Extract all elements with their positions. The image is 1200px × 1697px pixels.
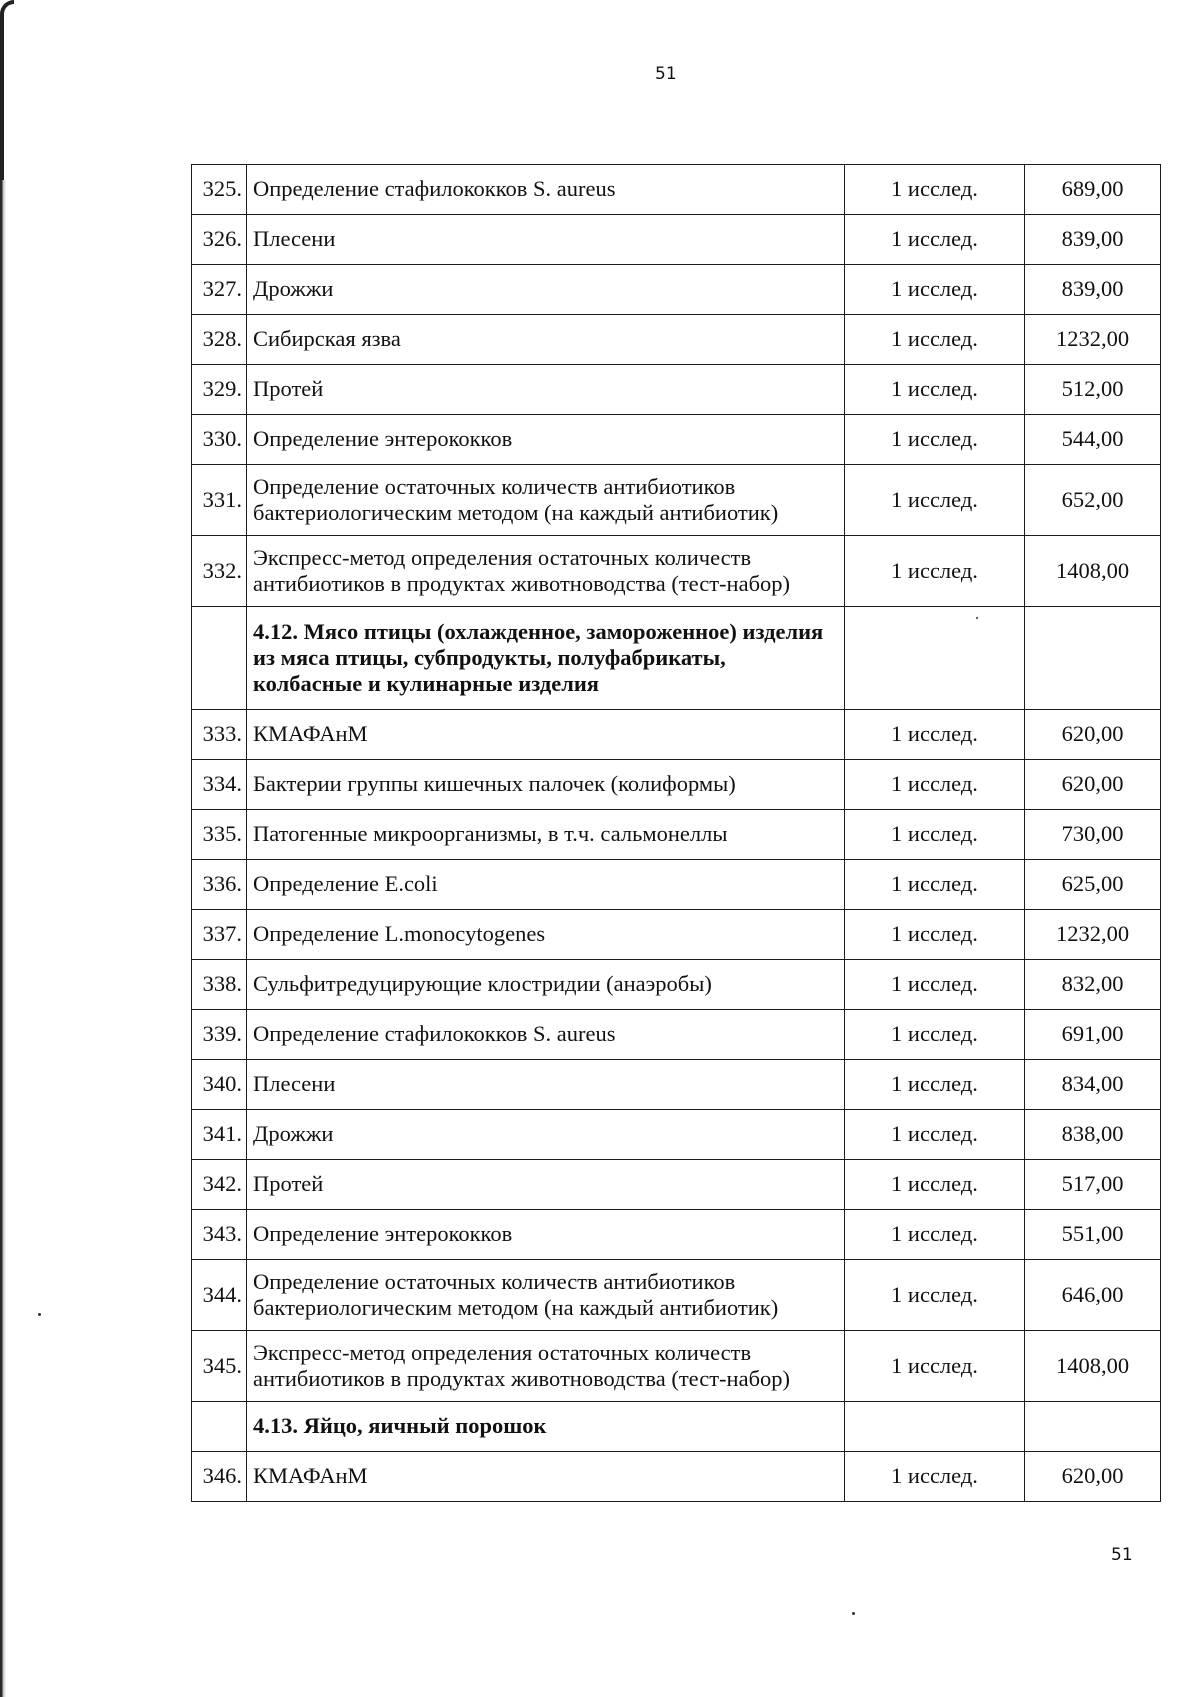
table-row xyxy=(192,810,1161,860)
row-number: 331. xyxy=(192,465,247,536)
section-header-row xyxy=(192,1402,1161,1452)
row-number: 345. xyxy=(192,1331,247,1402)
unit-cell: 1 исслед. xyxy=(845,1160,1025,1210)
scan-edge-shadow xyxy=(0,0,14,184)
unit-cell: 1 исслед. xyxy=(845,1452,1025,1502)
price-cell: 834,00 xyxy=(1025,1060,1161,1110)
price-cell: 620,00 xyxy=(1025,710,1161,760)
table-row xyxy=(192,760,1161,810)
service-name: КМАФАнМ xyxy=(247,1452,845,1502)
unit-cell: 1 исслед. xyxy=(845,760,1025,810)
unit-cell: 1 исслед. xyxy=(845,165,1025,215)
unit-cell xyxy=(845,607,1025,710)
unit-cell: 1 исслед. xyxy=(845,1331,1025,1402)
price-cell: 620,00 xyxy=(1025,1452,1161,1502)
table-row xyxy=(192,165,1161,215)
row-number: 341. xyxy=(192,1110,247,1160)
unit-cell xyxy=(845,1402,1025,1452)
unit-cell: 1 исслед. xyxy=(845,810,1025,860)
unit-cell: 1 исслед. xyxy=(845,536,1025,607)
unit-cell: 1 исслед. xyxy=(845,910,1025,960)
unit-cell: 1 исслед. xyxy=(845,860,1025,910)
price-cell: 689,00 xyxy=(1025,165,1161,215)
price-cell: 1408,00 xyxy=(1025,536,1161,607)
table-row xyxy=(192,536,1161,607)
scan-edge-shadow-lower xyxy=(0,180,6,1697)
table-row xyxy=(192,215,1161,265)
price-cell: 544,00 xyxy=(1025,415,1161,465)
scan-speck xyxy=(38,1313,41,1316)
unit-cell: 1 исслед. xyxy=(845,265,1025,315)
table-row xyxy=(192,960,1161,1010)
price-cell: 652,00 xyxy=(1025,465,1161,536)
table-row xyxy=(192,910,1161,960)
table-row xyxy=(192,1010,1161,1060)
price-cell: 691,00 xyxy=(1025,1010,1161,1060)
unit-cell: 1 исслед. xyxy=(845,1260,1025,1331)
service-name: Определение E.coli xyxy=(247,860,845,910)
service-name: Сульфитредуцирующие клостридии (анаэробы) xyxy=(247,960,845,1010)
table-row xyxy=(192,265,1161,315)
table-row xyxy=(192,1260,1161,1331)
row-number xyxy=(192,607,247,710)
service-name: Определение энтерококков xyxy=(247,1210,845,1260)
price-cell: 839,00 xyxy=(1025,215,1161,265)
unit-cell: 1 исслед. xyxy=(845,215,1025,265)
unit-cell: 1 исслед. xyxy=(845,1060,1025,1110)
row-number: 332. xyxy=(192,536,247,607)
unit-cell: 1 исслед. xyxy=(845,465,1025,536)
page-number-bottom: 51 xyxy=(1111,1545,1133,1565)
row-number: 328. xyxy=(192,315,247,365)
price-cell: 512,00 xyxy=(1025,365,1161,415)
service-name: Дрожжи xyxy=(247,265,845,315)
service-name: Определение остаточных количеств антибиотиков бактериологическим методом (на каждый антибиотик) xyxy=(247,465,845,536)
unit-cell: 1 исслед. xyxy=(845,415,1025,465)
table-row xyxy=(192,365,1161,415)
service-name: Экспресс-метод определения остаточных количеств антибиотиков в продуктах животноводства (тест-набор) xyxy=(247,1331,845,1402)
row-number: 333. xyxy=(192,710,247,760)
unit-cell: 1 исслед. xyxy=(845,1010,1025,1060)
row-number: 344. xyxy=(192,1260,247,1331)
unit-cell: 1 исслед. xyxy=(845,960,1025,1010)
page-number-top: 51 xyxy=(655,64,677,84)
table-row xyxy=(192,710,1161,760)
section-header-row xyxy=(192,607,1161,710)
price-cell: 730,00 xyxy=(1025,810,1161,860)
service-name: Патогенные микроорганизмы, в т.ч. сальмонеллы xyxy=(247,810,845,860)
price-cell: 517,00 xyxy=(1025,1160,1161,1210)
section-title: 4.13. Яйцо, яичный порошок xyxy=(247,1402,845,1452)
row-number: 346. xyxy=(192,1452,247,1502)
price-cell: 551,00 xyxy=(1025,1210,1161,1260)
row-number: 338. xyxy=(192,960,247,1010)
price-cell: 838,00 xyxy=(1025,1110,1161,1160)
row-number: 337. xyxy=(192,910,247,960)
row-number: 330. xyxy=(192,415,247,465)
section-title: 4.12. Мясо птицы (охлажденное, замороженное) изделия из мяса птицы, субпродукты, полуфабрикаты, колбасные и кулинарные изделия xyxy=(247,607,845,710)
price-cell: 625,00 xyxy=(1025,860,1161,910)
service-name: Определение стафилококков S. aureus xyxy=(247,1010,845,1060)
table-row xyxy=(192,1060,1161,1110)
row-number: 342. xyxy=(192,1160,247,1210)
table-row xyxy=(192,1160,1161,1210)
service-name: Определение энтерококков xyxy=(247,415,845,465)
table-row xyxy=(192,415,1161,465)
row-number: 335. xyxy=(192,810,247,860)
row-number: 343. xyxy=(192,1210,247,1260)
service-name: КМАФАнМ xyxy=(247,710,845,760)
service-name: Определение остаточных количеств антибиотиков бактериологическим методом (на каждый антибиотик) xyxy=(247,1260,845,1331)
service-name: Экспресс-метод определения остаточных количеств антибиотиков в продуктах животноводства (тест-набор) xyxy=(247,536,845,607)
table-row xyxy=(192,1210,1161,1260)
service-name: Определение L.monocytogenes xyxy=(247,910,845,960)
price-cell: 1232,00 xyxy=(1025,315,1161,365)
unit-cell: 1 исслед. xyxy=(845,315,1025,365)
table-row xyxy=(192,1110,1161,1160)
price-cell xyxy=(1025,1402,1161,1452)
unit-cell: 1 исслед. xyxy=(845,1210,1025,1260)
price-table xyxy=(191,164,1161,1502)
row-number xyxy=(192,1402,247,1452)
price-cell: 646,00 xyxy=(1025,1260,1161,1331)
service-name: Определение стафилококков S. aureus xyxy=(247,165,845,215)
price-cell: 832,00 xyxy=(1025,960,1161,1010)
table-row xyxy=(192,315,1161,365)
price-cell: 620,00 xyxy=(1025,760,1161,810)
service-name: Плесени xyxy=(247,215,845,265)
service-name: Сибирская язва xyxy=(247,315,845,365)
service-name: Дрожжи xyxy=(247,1110,845,1160)
service-name: Бактерии группы кишечных палочек (колиформы) xyxy=(247,760,845,810)
scan-speck xyxy=(852,1612,855,1615)
price-cell xyxy=(1025,607,1161,710)
price-cell: 1408,00 xyxy=(1025,1331,1161,1402)
price-cell: 1232,00 xyxy=(1025,910,1161,960)
table-row xyxy=(192,1452,1161,1502)
service-name: Плесени xyxy=(247,1060,845,1110)
row-number: 325. xyxy=(192,165,247,215)
table-row xyxy=(192,465,1161,536)
row-number: 327. xyxy=(192,265,247,315)
row-number: 334. xyxy=(192,760,247,810)
service-name: Протей xyxy=(247,365,845,415)
row-number: 340. xyxy=(192,1060,247,1110)
unit-cell: 1 исслед. xyxy=(845,365,1025,415)
row-number: 326. xyxy=(192,215,247,265)
price-cell: 839,00 xyxy=(1025,265,1161,315)
table-row xyxy=(192,860,1161,910)
row-number: 329. xyxy=(192,365,247,415)
service-name: Протей xyxy=(247,1160,845,1210)
unit-cell: 1 исслед. xyxy=(845,710,1025,760)
row-number: 336. xyxy=(192,860,247,910)
table-row xyxy=(192,1331,1161,1402)
unit-cell: 1 исслед. xyxy=(845,1110,1025,1160)
row-number: 339. xyxy=(192,1010,247,1060)
